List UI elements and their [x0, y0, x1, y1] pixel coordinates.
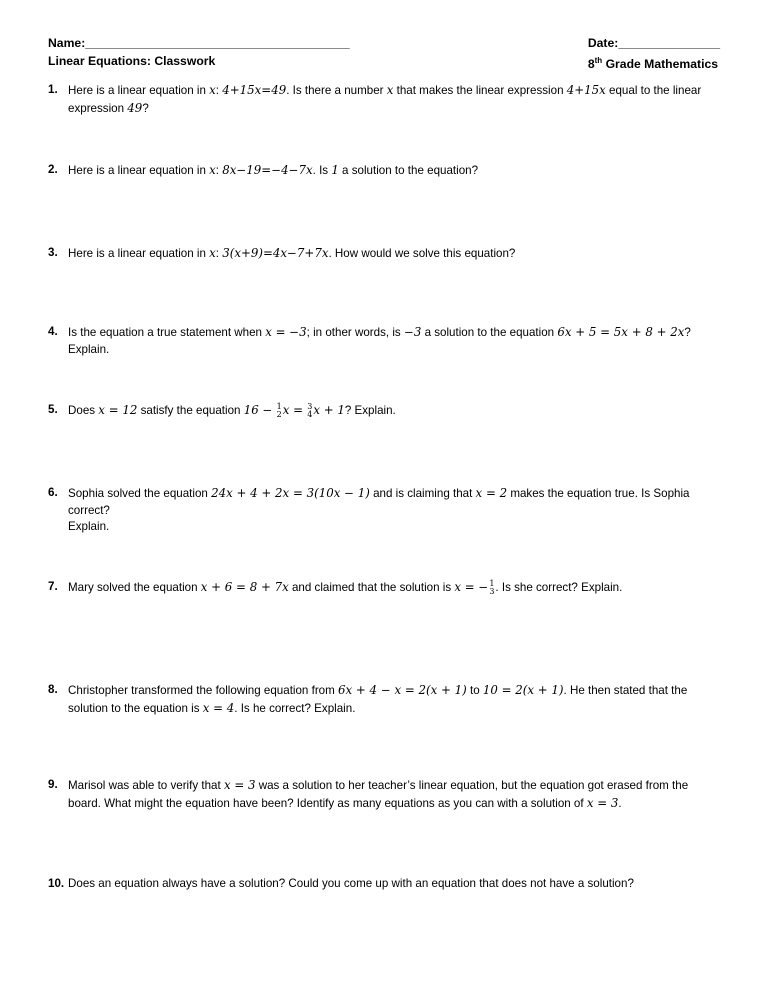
question-text: Here is a linear equation in x: 8x−19=−4−7x. Is 1 a solution to the equation?	[68, 163, 479, 177]
question-number: 6.	[48, 486, 58, 499]
question-number: 3.	[48, 246, 58, 259]
fraction-three-quarters: 3 4	[307, 401, 313, 419]
question-text: Is the equation a true statement when x = −3; in other words, is −3 a solution to the equation 6x + 5 = 5x + 8 + 2x? Explain.	[68, 325, 691, 356]
question-text: Does an equation always have a solution? Could you come up with an equation that does not have a solution?	[68, 877, 634, 890]
question-text: Here is a linear equation in x: 4+15x=49. Is there a number x that makes the linear expression 4+15x equal to the linear expression 49?	[68, 83, 702, 115]
question-number: 10.	[48, 877, 65, 890]
question-number: 8.	[48, 683, 58, 696]
header-right	[588, 34, 720, 73]
question-number: 9.	[48, 778, 58, 791]
fraction-one-half: 1 2	[276, 401, 282, 419]
header-left	[48, 34, 350, 70]
date-field: Date:_______________	[587, 36, 720, 50]
question-text: Does x = 12 satisfy the equation 16 − 1 2 x = 3 4 x + 1? Explain.	[68, 401, 396, 419]
name-field: Name:_______________________________________	[48, 36, 350, 50]
fraction-one-third: 1 3	[489, 578, 495, 596]
question-text: Mary solved the equation x + 6 = 8 + 7x and claimed that the solution is x = −1 3 . Is she correct? Explain.	[68, 578, 623, 596]
worksheet-title: Linear Equations: Classwork	[48, 54, 216, 68]
question-number: 7.	[48, 580, 58, 593]
question-number: 1.	[48, 83, 58, 96]
question-text: Sophia solved the equation 24x + 4 + 2x = 3(10x − 1) and is claiming that x = 2 makes the equation true. Is Sophia correct? Explain.	[68, 486, 690, 533]
question-text: Here is a linear equation in x: 3(x+9)=4x−7+7x. How would we solve this equation?	[68, 246, 516, 260]
grade-subject: 8th Grade Mathematics	[587, 56, 719, 72]
question-number: 5.	[48, 403, 58, 416]
question-text: Christopher transformed the following equation from 6x + 4 − x = 2(x + 1) to 10 = 2(x + 1). He then stated that the solution to the equation is x = 4. Is he correct? Explain.	[68, 683, 688, 715]
question-text: Marisol was able to verify that x = 3 was a solution to her teacher’s linear equation, but the equation got erased from the board. What might the equation have been? Identify as many equations as you can with a solution of x = 3.	[68, 778, 689, 810]
question-number: 2.	[48, 163, 58, 176]
question-number: 4.	[48, 325, 58, 338]
